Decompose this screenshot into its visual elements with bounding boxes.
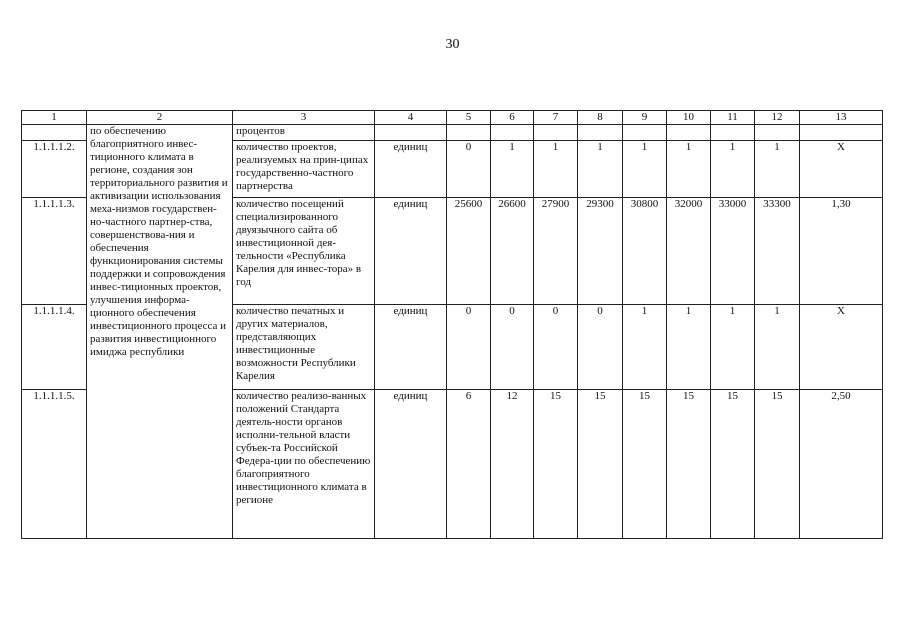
- value-cell: 27900: [534, 198, 578, 305]
- col-number: 8: [578, 111, 623, 125]
- value-cell: 1: [623, 141, 667, 198]
- indicators-table: [21, 110, 883, 539]
- indicator-text: процентов: [233, 125, 375, 141]
- col-number: 2: [87, 111, 233, 125]
- unit-cell: единиц: [375, 198, 447, 305]
- value-cell: 15: [711, 390, 755, 539]
- row-code: 1.1.1.1.4.: [22, 305, 87, 390]
- col-number: 1: [22, 111, 87, 125]
- indicator-text: количество проектов, реализуемых на прин-ципах государственно-частного партнерства: [233, 141, 375, 198]
- value-cell: 30800: [623, 198, 667, 305]
- value-cell: 33300: [755, 198, 800, 305]
- goal-text: по обеспечению благоприятного инвес-тиционного климата в регионе, создания зон территориального развития и активизации использования меха-низмов государствен-но-частного партнер-ства, совершенствова-ния и обеспечения функционирования системы поддержки и сопровождения инвес-тиционных проектов, улучшения информа-ционного обеспечения инвестиционного процесса и развития инвестиционного имиджа республики: [87, 125, 233, 539]
- value-cell: 1: [755, 141, 800, 198]
- col-number: 12: [755, 111, 800, 125]
- row-code: 1.1.1.1.3.: [22, 198, 87, 305]
- value-cell: 1: [711, 141, 755, 198]
- value-cell: 29300: [578, 198, 623, 305]
- indicator-text: количество реализо-ванных положений Стандарта деятель-ности органов исполни-тельной власти субъек-та Российской Федера-ции по обеспечению благоприятного инвестиционного климата в регионе: [233, 390, 375, 539]
- value-cell: 6: [447, 390, 491, 539]
- value-cell: 0: [578, 305, 623, 390]
- col-number: 5: [447, 111, 491, 125]
- value-cell: 15: [667, 390, 711, 539]
- col-number: 4: [375, 111, 447, 125]
- value-cell: 1: [667, 305, 711, 390]
- unit-cell: единиц: [375, 390, 447, 539]
- value-cell: 0: [491, 305, 534, 390]
- value-cell: 1: [667, 141, 711, 198]
- row-code: 1.1.1.1.2.: [22, 141, 87, 198]
- unit-cell: единиц: [375, 141, 447, 198]
- weight-cell: X: [800, 141, 883, 198]
- value-cell: 12: [491, 390, 534, 539]
- row-code: 1.1.1.1.5.: [22, 390, 87, 539]
- page-number: 30: [445, 37, 460, 52]
- table-row: [22, 125, 883, 141]
- value-cell: 0: [447, 141, 491, 198]
- value-cell: 25600: [447, 198, 491, 305]
- value-cell: 1: [534, 141, 578, 198]
- value-cell: 32000: [667, 198, 711, 305]
- col-number: 7: [534, 111, 578, 125]
- value-cell: 15: [578, 390, 623, 539]
- col-number: 3: [233, 111, 375, 125]
- value-cell: 1: [711, 305, 755, 390]
- value-cell: 1: [623, 305, 667, 390]
- value-cell: 1: [491, 141, 534, 198]
- value-cell: 15: [623, 390, 667, 539]
- col-number: 9: [623, 111, 667, 125]
- indicator-text: количество посещений специализированного двуязычного сайта об инвестиционной дея-тельности «Республика Карелия для инвес-тора» в год: [233, 198, 375, 305]
- value-cell: 1: [578, 141, 623, 198]
- unit-cell: единиц: [375, 305, 447, 390]
- weight-cell: 2,50: [800, 390, 883, 539]
- col-number: 6: [491, 111, 534, 125]
- value-cell: 0: [534, 305, 578, 390]
- value-cell: 0: [447, 305, 491, 390]
- value-cell: 1: [755, 305, 800, 390]
- value-cell: 33000: [711, 198, 755, 305]
- column-number-header: [22, 111, 883, 125]
- value-cell: 26600: [491, 198, 534, 305]
- weight-cell: X: [800, 305, 883, 390]
- col-number: 13: [800, 111, 883, 125]
- value-cell: 15: [534, 390, 578, 539]
- col-number: 11: [711, 111, 755, 125]
- indicator-text: количество печатных и других материалов, представляющих инвестиционные возможности Республики Карелия: [233, 305, 375, 390]
- weight-cell: 1,30: [800, 198, 883, 305]
- value-cell: 15: [755, 390, 800, 539]
- col-number: 10: [667, 111, 711, 125]
